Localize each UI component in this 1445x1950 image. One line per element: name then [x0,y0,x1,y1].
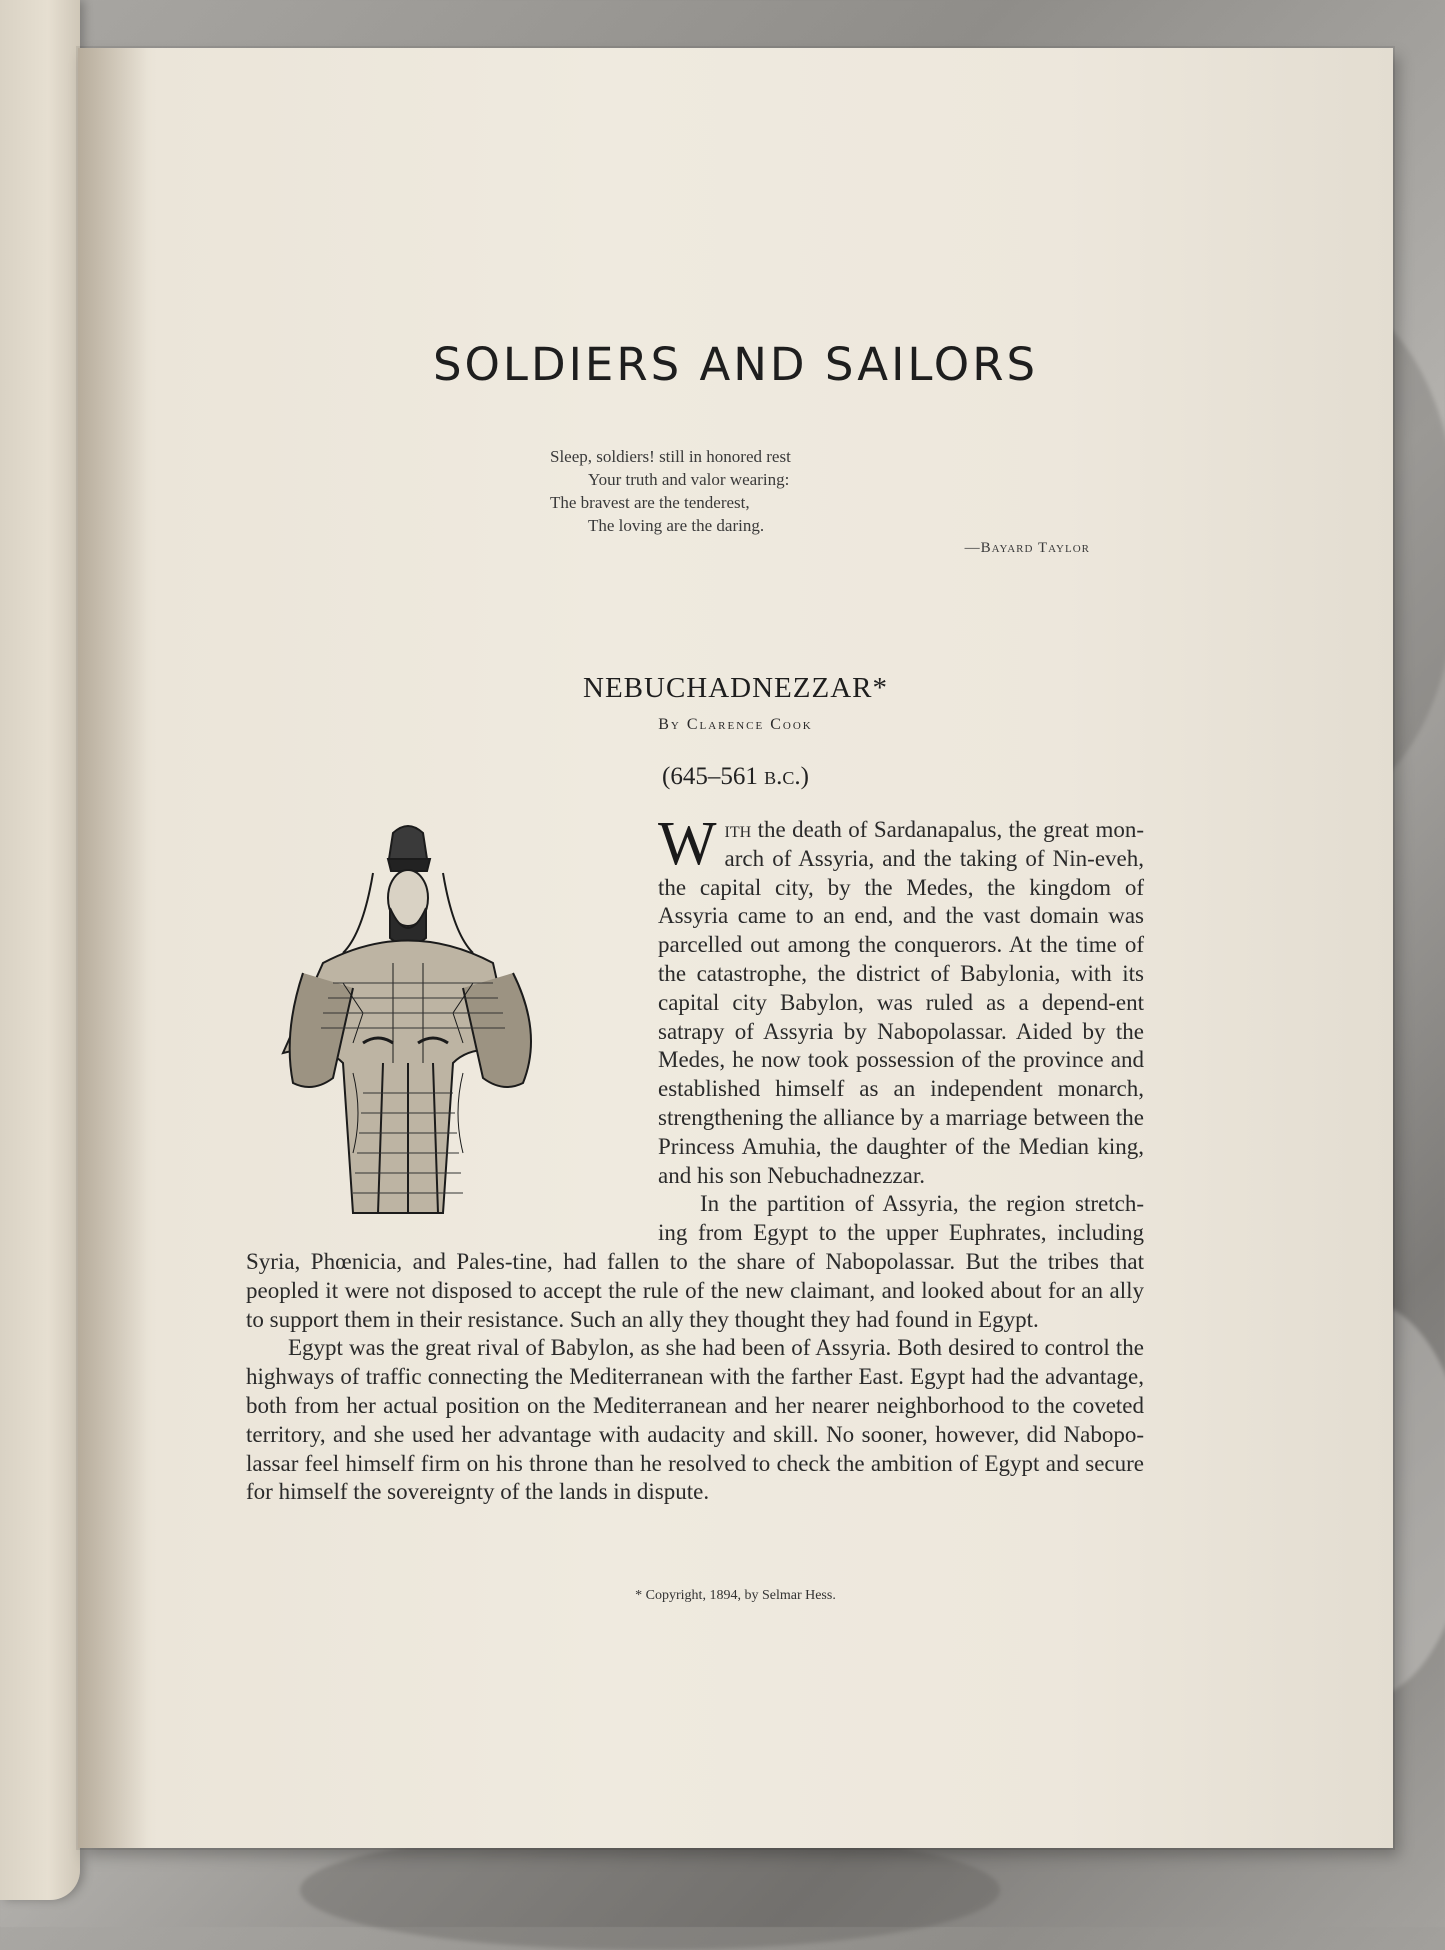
epigraph [550,445,1090,560]
section-title: SOLDIERS AND SAILORS [432,338,1039,391]
paragraph: Egypt was the great rival of Babylon, as she had been of Assyria. Both desired to control the highways of traffic connecting the Mediterranean with the farther East. Egypt had the advantage, both from her actual position on the Mediterranean and her nearer neighborhood to the coveted territory, and she used her advantage with audacity and skill. No sooner, however, did Nabopo-lassar feel himself firm on his throne than he resolved to check the ambition of Egypt and secure for himself the sovereignty of the lands in dispute. [246,1335,1144,1505]
marble-texture [300,1830,1000,1950]
epigraph-line: Sleep, soldiers! still in honored rest [550,447,791,466]
byline: By Clarence Cook [658,716,813,733]
article-body [246,810,1144,1507]
epigraph-line: The loving are the daring. [588,516,765,535]
paragraph: In the partition of Assyria, the region stretch-ing from Egypt to the upper Euphrates, including Syria, Phœnicia, and Pales-tine, had fallen to the share of Nabopolassar. But the tribes that peopled it were not disposed to accept the rule of the new claimant, and looked about for an ally to support them in their resistance. Such an ally they thought they had found in Egypt. [246,1191,1144,1332]
article-title: NEBUCHADNEZZAR* [583,672,888,704]
lead-in: ith [724,817,752,842]
gutter-shadow [78,48,148,1848]
paragraph-text: the death of Sardanapalus, the great mon-arch of Assyria, and the taking of Nin-eveh, the capital city, by the Medes, the kingdom of Assyria came to an end, and the vast domain was parcelled out among the conquerors. At the time of the catastrophe, the district of Babylonia, with its capital city Babylon, was ruled as a depend-ent satrapy of Assyria by Nabopolassar. Aided by the Medes, he now took possession of the province and established himself as an independent monarch, strengthening the alliance by a marriage between the Princess Amuhia, the daughter of the Median king, and his son Nebuchadnezzar. [658,817,1144,1188]
book-page [78,48,1393,1848]
epigraph-line: Your truth and valor wearing: [588,470,790,489]
previous-page-edge [0,0,80,1900]
epigraph-line: The bravest are the tenderest, [550,493,750,512]
article-dates: (645–561 b.c.) [662,763,809,790]
footnote: * Copyright, 1894, by Selmar Hess. [635,1588,836,1603]
epigraph-attribution: —Bayard Taylor [964,540,1090,556]
illustration-wrap-space [246,816,658,1221]
drop-cap: W [658,810,717,878]
